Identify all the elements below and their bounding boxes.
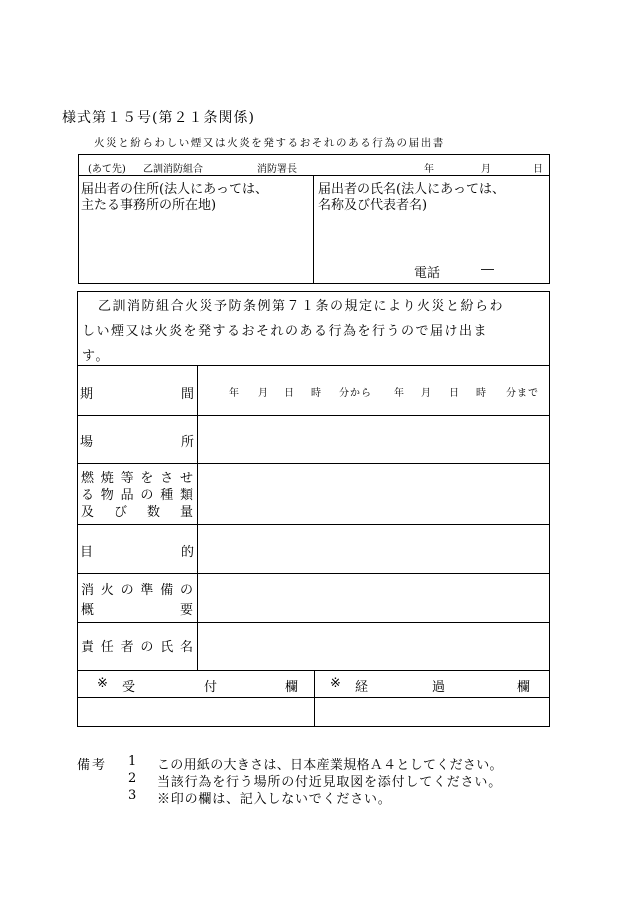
fire-prep-line2-a: 概 [81, 603, 95, 618]
row-line [77, 573, 550, 574]
note-2-num: 2 [128, 771, 137, 786]
row-line [77, 365, 550, 366]
period-to-month: 月 [421, 388, 431, 399]
phone-dash: ― [481, 262, 494, 277]
address-label-line2: 主たる事務所の所在地) [81, 198, 217, 213]
place-label-a: 場 [80, 435, 94, 450]
items-label-line2: る物品の種類 [81, 488, 193, 503]
place-label [80, 431, 194, 450]
period-from-hour: 時 [311, 388, 321, 399]
period-from-min: 分から [339, 388, 372, 399]
fire-prep-line1: 消火の準備の [81, 583, 193, 598]
period-label-b: 間 [180, 387, 194, 402]
reception-c: 欄 [285, 680, 299, 695]
label-column-divider [197, 365, 198, 670]
date-year: 年 [424, 164, 434, 175]
period-from-year: 年 [229, 388, 239, 399]
footer-column-divider [314, 670, 315, 727]
row-line [77, 463, 550, 464]
note-1-text: この用紙の大きさは、日本産業規格Ａ４としてください。 [157, 758, 503, 773]
form-title: 火災と紛らわしい煙又は火炎を発するおそれのある行為の届出書 [94, 137, 445, 149]
top-table-vdivider [313, 175, 314, 284]
row-line [77, 622, 550, 623]
purpose-label-b: 的 [180, 545, 194, 560]
statement-line1: 乙訓消防組合火災予防条例第７１条の規定により火災と紛らわ [98, 299, 505, 314]
date-month: 月 [481, 164, 491, 175]
purpose-label [80, 541, 194, 560]
reception-b: 付 [204, 680, 218, 695]
addressee-chief: 消防署長 [257, 164, 297, 175]
notes-heading: 備考 [77, 758, 108, 773]
note-3-text: ※印の欄は、記入しないでください。 [157, 792, 392, 807]
reception-mark: ※ [97, 676, 108, 691]
period-from-month: 月 [258, 388, 268, 399]
name-label-line2: 名称及び代表者名) [318, 198, 428, 213]
progress-a: 経 [355, 680, 369, 695]
period-to-day: 日 [449, 388, 459, 399]
top-table-divider [78, 175, 550, 176]
address-label-line1: 届出者の住所(法人にあっては、 [81, 182, 268, 197]
items-label-line1: 燃焼等をさせ [81, 471, 193, 486]
phone-label: 電話 [414, 266, 441, 281]
period-label [80, 383, 194, 402]
progress-c: 欄 [517, 680, 531, 695]
place-label-b: 所 [180, 435, 194, 450]
items-label-line3: 及び数量 [81, 505, 193, 520]
addressee-org: 乙訓消防組合 [143, 164, 203, 175]
progress-b: 過 [432, 680, 446, 695]
fire-prep-line2-b: 要 [179, 603, 193, 618]
note-3-num: 3 [128, 788, 137, 803]
period-from-day: 日 [284, 388, 294, 399]
note-1-num: 1 [128, 754, 137, 769]
purpose-label-a: 目 [80, 545, 94, 560]
responsible-label: 責任者の氏名 [81, 640, 193, 655]
period-label-a: 期 [80, 387, 94, 402]
note-2-text: 当該行為を行う場所の付近見取図を添付してください。 [157, 775, 503, 790]
row-line [77, 415, 550, 416]
form-number: 様式第１５号(第２１条関係) [62, 110, 255, 126]
progress-mark: ※ [330, 676, 341, 691]
name-label-line1: 届出者の氏名(法人にあっては、 [318, 182, 505, 197]
statement-line3: す。 [82, 349, 110, 364]
fire-prep-line2 [81, 599, 193, 618]
reception-a: 受 [122, 680, 136, 695]
period-to-min: 分まで [506, 388, 539, 399]
period-to-year: 年 [394, 388, 404, 399]
statement-line2: しい煙又は火炎を発するおそれのある行為を行うので届け出ま [82, 324, 489, 339]
period-to-hour: 時 [476, 388, 486, 399]
addressee-prefix: (あて先) [88, 164, 126, 175]
date-day: 日 [533, 164, 543, 175]
row-line [77, 524, 550, 525]
